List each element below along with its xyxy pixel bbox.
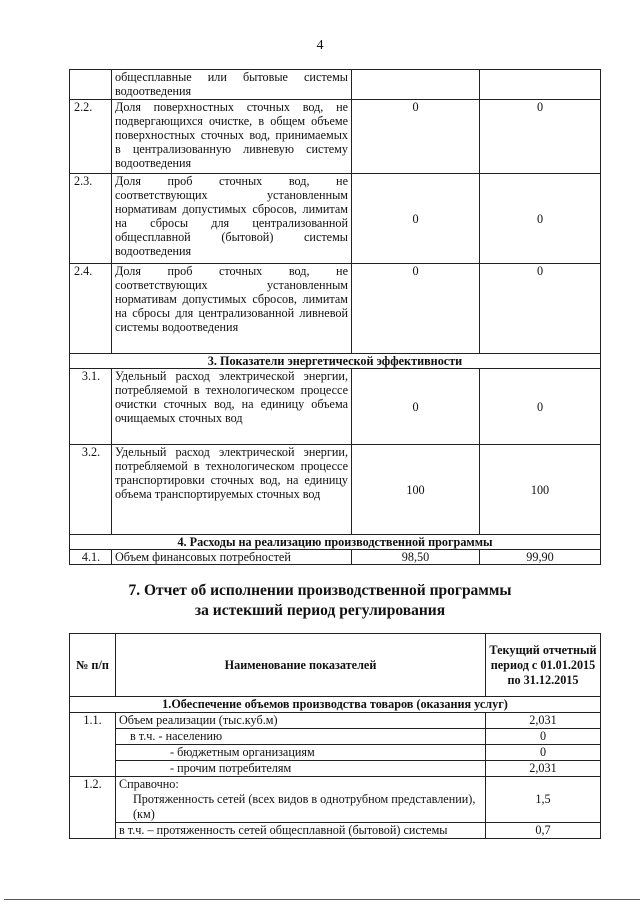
table-row: [70, 761, 601, 777]
section-7-title: [0, 581, 640, 621]
section-header-row: [70, 354, 601, 369]
section-1-title: 1.Обеспечение объемов производства товаров (оказания услуг): [70, 697, 601, 713]
table-row: [70, 264, 601, 354]
table-row: [70, 100, 601, 174]
row-value-planned: 0: [352, 174, 480, 264]
row-number: 3.2.: [70, 445, 112, 535]
table-row: [70, 823, 601, 839]
scan-edge-line: [4, 899, 640, 900]
table-row: [70, 445, 601, 535]
row-description: общесплавные или бытовые системы водоотведения: [112, 70, 352, 100]
table-row: [70, 777, 601, 823]
section-7-title-line2: за истекший период регулирования: [194, 602, 446, 619]
reference-label: Справочно:: [119, 777, 179, 791]
row-description: Объем реализации (тыс.куб.м): [116, 713, 486, 729]
row-value-actual: 0: [480, 369, 601, 445]
row-value-planned: 98,50: [352, 550, 480, 565]
row-number: [70, 70, 112, 100]
table-row: [70, 70, 601, 100]
table-row: [70, 729, 601, 745]
table-row: [70, 745, 601, 761]
row-value: 0: [486, 745, 601, 761]
table-header-row: [70, 634, 601, 697]
row-value-actual: 0: [480, 174, 601, 264]
row-description: Доля проб сточных вод, не соответствующих установленным нормативам допустимых сбросов, лимитам на сбросы для централизованной общесплавной (бытовой) системы водоотведения: [112, 174, 352, 264]
row-number: 1.1.: [70, 713, 116, 777]
table-row: [70, 550, 601, 565]
section-7-title-line1: 7. Отчет об исполнении производственной программы: [128, 582, 512, 599]
row-number: 1.2.: [70, 777, 116, 839]
row-description: Доля проб сточных вод, не соответствующих установленным нормативам допустимых сбросов, лимитам на сбросы для централизованной ливневой системы водоотведения: [112, 264, 352, 354]
header-num: № п/п: [70, 634, 116, 697]
indicators-table: [69, 69, 601, 565]
row-value-planned: [352, 70, 480, 100]
row-value-actual: [480, 70, 601, 100]
row-description: в т.ч. - населению: [116, 729, 486, 745]
row-number: 2.4.: [70, 264, 112, 354]
table-row: [70, 369, 601, 445]
table-row: [70, 174, 601, 264]
row-value-actual: 0: [480, 100, 601, 174]
header-name: Наименование показателей: [116, 634, 486, 697]
row-number: 3.1.: [70, 369, 112, 445]
report-table: [69, 633, 601, 839]
row-value: 0: [486, 729, 601, 745]
row-value-planned: 0: [352, 264, 480, 354]
row-description: Удельный расход электрической энергии, потребляемой в технологическом процессе транспортировки сточных вод, на единицу объема транспортируемых сточных вод: [112, 445, 352, 535]
table-row: [70, 713, 601, 729]
row-number: 2.2.: [70, 100, 112, 174]
section-header-row: [70, 535, 601, 550]
row-value-planned: 100: [352, 445, 480, 535]
row-number: 2.3.: [70, 174, 112, 264]
row-description: - прочим потребителям: [116, 761, 486, 777]
section-header-row: [70, 697, 601, 713]
network-length-label: Протяженность сетей (всех видов в однотрубном представлении), (км): [133, 792, 476, 821]
row-value-actual: 0: [480, 264, 601, 354]
row-value: 1,5: [486, 777, 601, 823]
page-number: 4: [316, 38, 324, 53]
row-value-actual: 100: [480, 445, 601, 535]
row-value-planned: 0: [352, 100, 480, 174]
section-4-title: 4. Расходы на реализацию производственной программы: [70, 535, 601, 550]
row-description: [116, 777, 486, 823]
row-description: Удельный расход электрической энергии, потребляемой в технологическом процессе очистки сточных вод, на единицу объема очищаемых сточных вод: [112, 369, 352, 445]
row-description: Объем финансовых потребностей: [112, 550, 352, 565]
row-description: - бюджетным организациям: [116, 745, 486, 761]
row-description: в т.ч. – протяженность сетей общесплавной (бытовой) системы: [116, 823, 486, 839]
row-value: 2,031: [486, 713, 601, 729]
row-value: 0,7: [486, 823, 601, 839]
header-period: Текущий отчетный период с 01.01.2015 по 31.12.2015: [486, 634, 601, 697]
row-value-actual: 99,90: [480, 550, 601, 565]
row-value: 2,031: [486, 761, 601, 777]
section-3-title: 3. Показатели энергетической эффективности: [70, 354, 601, 369]
row-description: Доля поверхностных сточных вод, не подвергающихся очистке, в общем объеме поверхностных сточных вод, принимаемых в централизованную ливневую систему водоотведения: [112, 100, 352, 174]
row-number: 4.1.: [70, 550, 112, 565]
row-value-planned: 0: [352, 369, 480, 445]
